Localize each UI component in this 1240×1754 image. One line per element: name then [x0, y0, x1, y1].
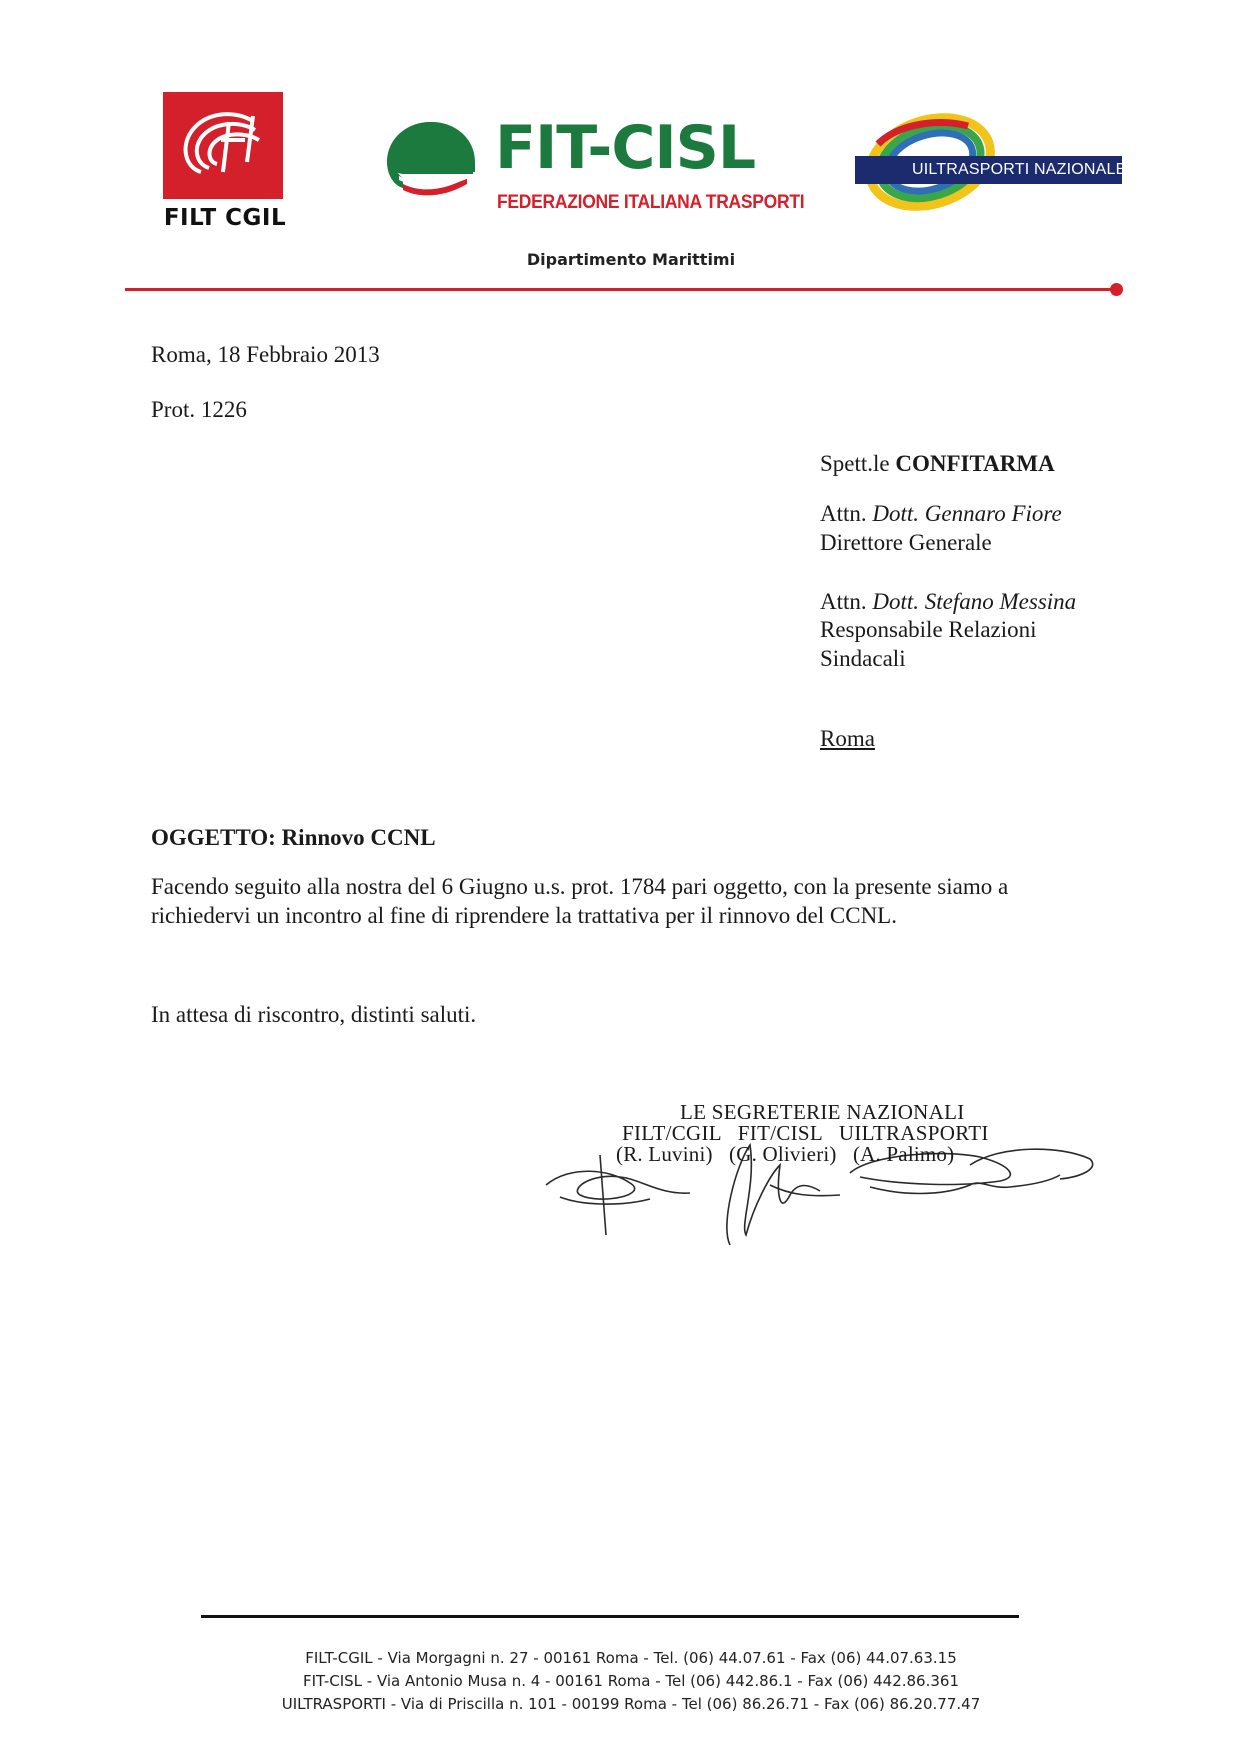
uiltrasporti-logo-label: UILTRASPORTI NAZIONALE	[912, 161, 1127, 178]
header-divider-dot	[1110, 283, 1123, 296]
department-title: Dipartimento Marittimi	[526, 250, 736, 269]
footer-uiltrasporti-address: UILTRASPORTI - Via di Priscilla n. 101 - 00199 Roma - Tel (06) 86.26.71 - Fax (06) 86.20.77.47	[281, 1695, 981, 1713]
letter-subject: OGGETTO: Rinnovo CCNL	[151, 825, 436, 850]
attn-name-2: Dott. Stefano Messina	[872, 589, 1077, 614]
attn-prefix-2: Attn.	[820, 589, 873, 614]
recipient-salutation: Spett.le	[820, 451, 896, 476]
attn-name-1: Dott. Gennaro Fiore	[872, 501, 1062, 526]
signature-names: (R. Luvini) (G. Olivieri) (A. Palimo)	[616, 1142, 955, 1166]
footer-fit-cisl-address: FIT-CISL - Via Antonio Musa n. 4 - 00161 Roma - Tel (06) 442.86.1 - Fax (06) 442.86.361	[302, 1672, 959, 1690]
letter-body	[151, 872, 1111, 930]
attn-role-2-line1: Responsabile Relazioni	[820, 617, 1037, 642]
recipient-city: Roma	[820, 726, 875, 751]
footer-divider	[201, 1615, 1019, 1618]
attn-role-1: Direttore Generale	[820, 530, 992, 555]
attn-role-2-line2: Sindacali	[820, 646, 906, 671]
letter-body-line2: richiedervi un incontro al fine di riprendere la trattativa per il rinnovo del CCNL.	[151, 903, 897, 928]
fit-cisl-emblem-icon	[385, 118, 477, 215]
letter-body-line1: Facendo seguito alla nostra del 6 Giugno u.s. prot. 1784 pari oggetto, con la presente siamo a	[151, 874, 1009, 899]
letter-protocol: Prot. 1226	[151, 397, 247, 422]
signature-organizations: FILT/CGIL FIT/CISL UILTRASPORTI	[622, 1121, 989, 1145]
recipient-attn-1	[820, 499, 1062, 528]
fit-cisl-logo-title: FIT-CISL	[495, 113, 756, 183]
filt-cgil-logo	[163, 92, 283, 199]
letter-date: Roma, 18 Febbraio 2013	[151, 342, 380, 367]
filt-cgil-emblem-icon	[163, 92, 283, 199]
recipient-attn-2	[820, 587, 1076, 616]
letter-closing: In attesa di riscontro, distinti saluti.	[151, 1002, 477, 1027]
recipient-organization-line	[820, 449, 1055, 478]
footer-filt-cgil-address: FILT-CGIL - Via Morgagni n. 27 - 00161 Roma - Tel. (06) 44.07.61 - Fax (06) 44.07.63.15	[305, 1649, 957, 1667]
fit-cisl-logo-subtitle: FEDERAZIONE ITALIANA TRASPORTI	[497, 192, 805, 213]
attn-prefix-1: Attn.	[820, 501, 873, 526]
filt-cgil-label: FILT CGIL	[163, 205, 287, 231]
signature-heading: LE SEGRETERIE NAZIONALI	[680, 1100, 965, 1124]
header-divider	[125, 288, 1115, 291]
recipient-organization: CONFITARMA	[895, 451, 1055, 476]
